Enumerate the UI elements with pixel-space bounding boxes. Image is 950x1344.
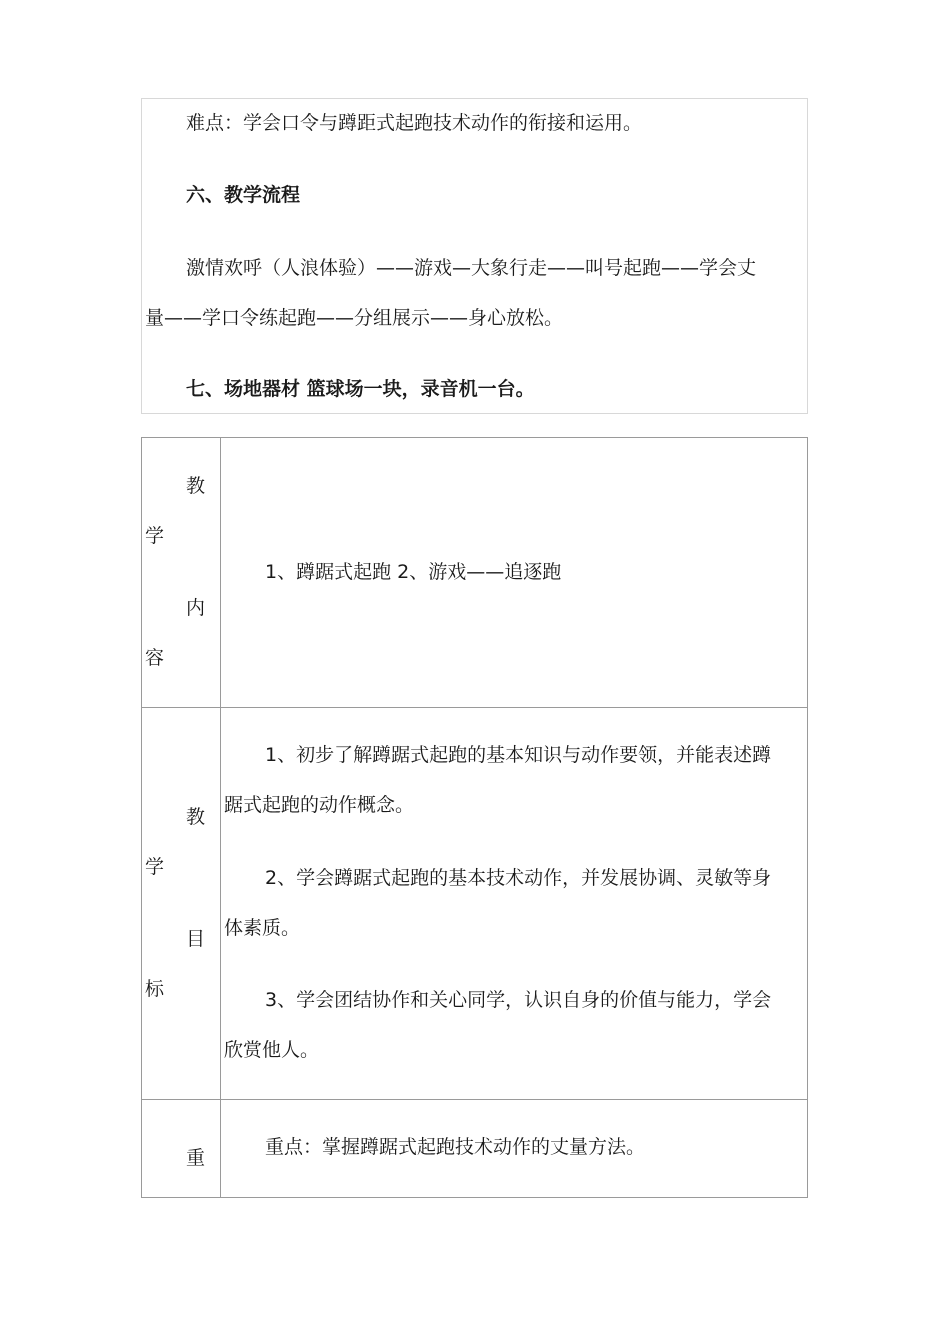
row1-label-char: 容 xyxy=(145,647,165,669)
row2-label-char: 目 xyxy=(186,928,206,950)
teaching-table xyxy=(141,437,808,1198)
key-point-text: 重点：掌握蹲踞式起跑技术动作的丈量方法。 xyxy=(265,1136,646,1158)
objective-2-line-2: 体素质。 xyxy=(224,917,301,939)
flow-text-line-1: 激情欢呼（人浪体验）——游戏—大象行走——叫号起跑——学会丈 xyxy=(186,257,757,279)
flow-text-line-2: 量——学口令练起跑——分组展示——身心放松。 xyxy=(145,307,564,329)
row1-label-char: 教 xyxy=(186,475,206,497)
row3-label-char: 重 xyxy=(186,1147,206,1169)
objective-3-line-2: 欣赏他人。 xyxy=(224,1039,320,1061)
row1-label-char: 内 xyxy=(186,597,206,619)
row-label-cell xyxy=(141,1099,221,1198)
difficulty-text: 难点：学会口令与蹲距式起跑技术动作的衔接和运用。 xyxy=(186,112,643,134)
objective-3-line-1: 3、学会团结协作和关心同学，认识自身的价值与能力，学会 xyxy=(265,989,772,1011)
objective-1-line-1: 1、初步了解蹲踞式起跑的基本知识与动作要领，并能表述蹲 xyxy=(265,744,772,766)
row1-label-char: 学 xyxy=(145,525,165,547)
heading-venue-equipment: 七、场地器材 篮球场一块，录音机一台。 xyxy=(186,378,535,400)
lesson-plan-section-box xyxy=(141,98,808,414)
row-label-cell xyxy=(141,707,221,1100)
heading-teaching-flow: 六、教学流程 xyxy=(186,184,301,206)
row2-label-char: 教 xyxy=(186,806,206,828)
row2-label-char: 学 xyxy=(145,856,165,878)
row2-label-char: 标 xyxy=(145,978,165,1000)
objective-1-line-2: 踞式起跑的动作概念。 xyxy=(224,794,415,816)
teaching-content-text: 1、蹲踞式起跑 2、游戏——追逐跑 xyxy=(265,561,562,583)
objective-2-line-1: 2、学会蹲踞式起跑的基本技术动作，并发展协调、灵敏等身 xyxy=(265,867,772,889)
